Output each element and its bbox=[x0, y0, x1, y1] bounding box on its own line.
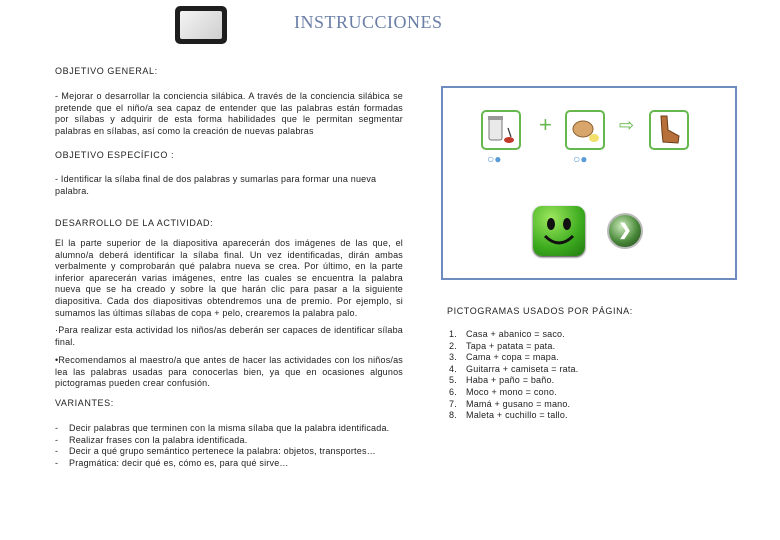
variantes-heading: VARIANTES: bbox=[55, 398, 114, 408]
list-item: 5. Haba + paño = baño. bbox=[449, 375, 555, 386]
variantes-list bbox=[55, 423, 415, 469]
tablet-icon bbox=[175, 6, 227, 44]
list-item: - Decir a qué grupo semántico pertenece la palabra: objetos, transportes… bbox=[55, 446, 415, 458]
leg-icon bbox=[651, 112, 687, 148]
list-item: 8. Maleta + cuchillo = tallo. bbox=[449, 410, 568, 421]
smiley-reward-icon bbox=[533, 206, 585, 256]
desarrollo-paragraph-3: •Recomendamos al maestro/a que antes de hacer las actividades con los niños/as lea las palabras usadas para conocerlas bien, ya que en ocasiones algunos pictogramas pueden crear confusión. bbox=[55, 355, 403, 389]
chevron-right-icon: ❯ bbox=[618, 222, 632, 239]
list-item: 2. Tapa + patata = pata. bbox=[449, 340, 556, 351]
list-item: 6. Moco + mono = cono. bbox=[449, 386, 557, 397]
list-item: 4. Guitarra + camiseta = rata. bbox=[449, 363, 579, 374]
syllable-dots-2: ○● bbox=[573, 152, 588, 166]
plus-sign: + bbox=[539, 112, 552, 137]
result-pictogram-card bbox=[649, 110, 689, 150]
list-item: - Realizar frases con la palabra identificada. bbox=[55, 435, 415, 447]
desarrollo-paragraph-2: ·Para realizar esta actividad los niños/as deberán ser capaces de identificar sílaba final. bbox=[55, 325, 403, 347]
page-title: INSTRUCCIONES bbox=[294, 12, 443, 32]
desarrollo-heading: DESARROLLO DE LA ACTIVIDAD: bbox=[55, 218, 214, 228]
pictogramas-list bbox=[449, 329, 679, 422]
potato-icon bbox=[567, 112, 603, 148]
objetivo-general-heading: OBJETIVO GENERAL: bbox=[55, 66, 158, 76]
objetivo-general-text: - Mejorar o desarrollar la conciencia silábica. A través de la conciencia silábica se pretende que el niño/a sea capaz de entender que las palabras están formadas por sílabas y adquirir de esta forma habilidades que le permitan segmentar palabras en sílabas, así como la creación de nuevas palabras bbox=[55, 91, 403, 136]
food-pictogram-card bbox=[565, 110, 605, 150]
list-item: - Decir palabras que terminen con la misma sílaba que la palabra identificada. bbox=[55, 423, 415, 435]
pictogramas-heading: PICTOGRAMAS USADOS POR PÁGINA: bbox=[447, 306, 633, 316]
jar-icon bbox=[483, 112, 519, 148]
objetivo-especifico-heading: OBJETIVO ESPECÍFICO : bbox=[55, 150, 175, 160]
list-item: - Pragmática: decir qué es, cómo es, para qué sirve… bbox=[55, 458, 415, 470]
objetivo-especifico-text: - Identificar la sílaba final de dos palabras y sumarlas para formar una nueva palabra. bbox=[55, 174, 377, 196]
syllable-dots-1: ○● bbox=[487, 152, 502, 166]
list-item: 1. Casa + abanico = saco. bbox=[449, 329, 565, 339]
arrow-right-icon: ⇨ bbox=[619, 115, 635, 135]
jar-pictogram-card bbox=[481, 110, 521, 150]
desarrollo-paragraph-1: El la parte superior de la diapositiva aparecerán dos imágenes de las que, el alumno/a deberá identificar la sílaba final. Un vez identificadas, dirán ambas verbalmente y comprobarán qué palabra nueva se crea. Por último, en la parte inferior aparecerán varias imágenes, entre las cuales se encuentra la palabra nueva que se ha creado y sobre la que harán clic para pasar a la siguiente diapositiva. Cada dos diapositivas obtendremos una de premio. Por ejemplo, si sumamos las últimas sílabas de copa + pelo, crearemos la palabra palo. bbox=[55, 238, 403, 318]
next-button[interactable] bbox=[607, 213, 643, 249]
slide-preview bbox=[441, 86, 737, 280]
list-item: 3. Cama + copa = mapa. bbox=[449, 352, 559, 363]
list-item: 7. Mamá + gusano = mano. bbox=[449, 398, 571, 409]
